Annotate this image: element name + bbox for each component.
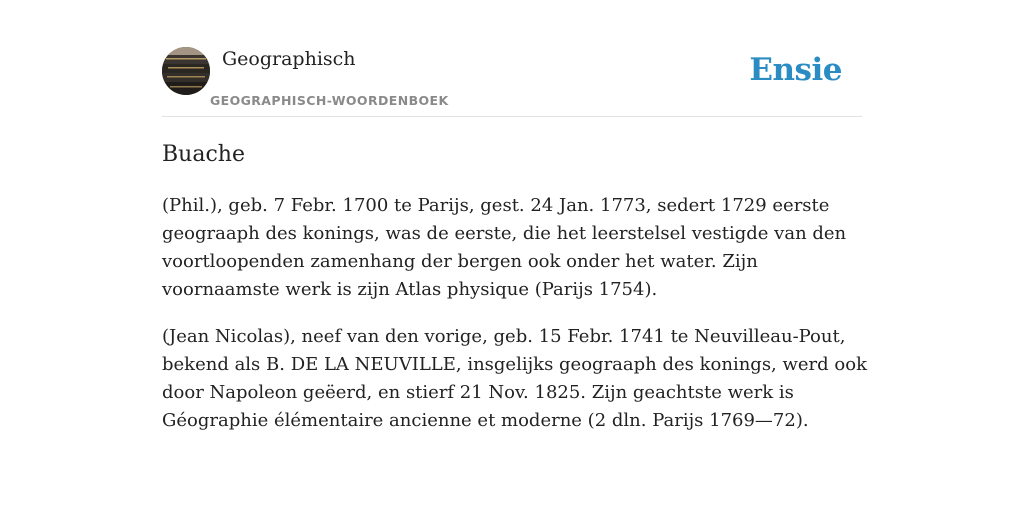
entry-title: Buache <box>162 142 245 167</box>
source-title[interactable]: Geographisch <box>222 48 356 70</box>
source-avatar[interactable] <box>162 47 210 95</box>
entry-paragraph: (Phil.), geb. 7 Febr. 1700 te Parijs, gest. 24 Jan. 1773, sedert 1729 eerste geograaph des konings, was de eerste, die het leerstelsel vestigde van den voortloopenden zamenhang der bergen ook onder het water. Zijn voornaamste werk is zijn Atlas physique (Parijs 1754). <box>162 195 847 300</box>
entry-paragraph: (Jean Nicolas), neef van den vorige, geb. 15 Febr. 1741 te Neuvilleau-Pout, bekend als B. DE LA NEUVILLE, insgelijks geograaph des konings, werd ook door Napoleon geëerd, en stierf 21 Nov. 1825. Zijn geachtste werk is Géographie élémentaire ancienne et moderne (2 dln. Parijs 1769—72). <box>162 326 867 431</box>
ensie-logo[interactable]: Ensie <box>749 52 842 88</box>
book-spines-photo-icon <box>162 47 210 95</box>
source-subtitle[interactable]: GEOGRAPHISCH-WOORDENBOEK <box>210 93 449 108</box>
source-header <box>162 46 862 117</box>
